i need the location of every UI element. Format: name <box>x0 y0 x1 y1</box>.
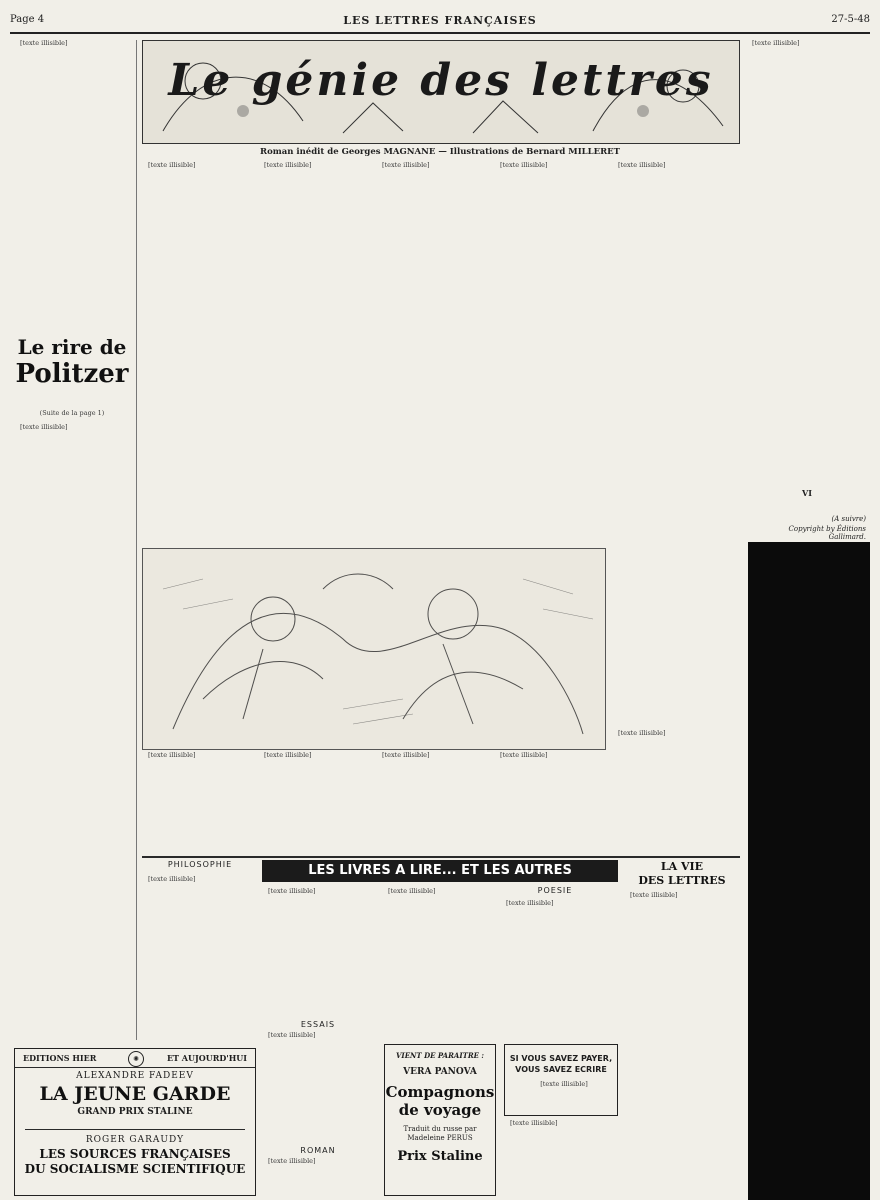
text-block: [texte illisible] <box>264 162 312 169</box>
politzer-article-text <box>14 424 130 984</box>
panova-title-line2: de voyage <box>398 1101 482 1119</box>
politzer-subtitle: (Suite de la page 1) <box>39 410 105 417</box>
review-col-2 <box>262 888 374 1016</box>
ad-title-2 <box>15 1147 255 1177</box>
panova-prize: Prix Staline <box>397 1149 483 1164</box>
review-col-1 <box>142 876 254 1016</box>
feature-text-col-1 <box>142 162 250 542</box>
savez-ad <box>504 1044 618 1116</box>
text-block: [texte illisible] <box>500 162 548 169</box>
panova-author: VERA PANOVA <box>403 1067 477 1077</box>
text-block: [texte illisible] <box>148 162 196 169</box>
feature-text-col-5 <box>612 162 738 722</box>
feature-text-col-3 <box>376 162 486 542</box>
ad-divider <box>15 1067 255 1068</box>
poesie-heading: POESIE <box>537 886 573 895</box>
text-block: [texte illisible] <box>268 1032 316 1039</box>
feature-text-col-8 <box>258 752 368 852</box>
edition-ad-right: ET AUJOURD'HUI <box>166 1053 247 1063</box>
text-block: [texte illisible] <box>382 162 430 169</box>
savez-text <box>511 1081 611 1111</box>
issue-date: 27-5-48 <box>831 14 870 25</box>
feature-text-col-4 <box>494 162 604 542</box>
politzer-title-line1: Le rire de <box>17 335 127 359</box>
chapter-number: VI <box>802 488 812 498</box>
ad-author-1: ALEXANDRE FADEEV <box>76 1071 194 1081</box>
savez-title-line1: SI VOUS SAVEZ PAYER, <box>509 1054 613 1063</box>
feature-banner <box>142 40 740 144</box>
text-block: [texte illisible] <box>540 1081 588 1088</box>
masthead: LES LETTRES FRANÇAISES <box>343 14 537 27</box>
vie-des-lettres-heading <box>624 860 740 888</box>
text-block: [texte illisible] <box>382 752 430 759</box>
left-column-text <box>14 40 130 330</box>
redacted-block <box>748 542 870 1200</box>
ad-divider <box>25 1129 245 1130</box>
text-block: [texte illisible] <box>510 1120 558 1127</box>
review-col-5 <box>504 1120 616 1194</box>
text-block: [texte illisible] <box>500 752 548 759</box>
ink-drawing <box>143 549 605 749</box>
ad-author-2: ROGER GARAUDY <box>85 1135 185 1145</box>
feature-banner-title: Le génie des lettres <box>168 55 714 106</box>
roman-text <box>262 1158 374 1194</box>
panova-ad <box>384 1044 496 1196</box>
vie-des-lettres-text <box>624 892 738 1192</box>
feature-text-col-10 <box>494 752 604 852</box>
text-block: [texte illisible] <box>388 888 436 895</box>
essais-text <box>262 1032 374 1142</box>
politzer-title-line2: Politzer <box>15 359 129 389</box>
text-block: [texte illisible] <box>148 752 196 759</box>
essais-heading: ESSAIS <box>300 1020 336 1029</box>
roman-heading: ROMAN <box>300 1146 336 1155</box>
page-header <box>10 8 870 34</box>
review-col-3 <box>382 888 494 1016</box>
column-divider <box>136 40 137 1040</box>
text-block: [texte illisible] <box>268 888 316 895</box>
panova-tagline: VIENT DE PARAITRE : <box>395 1051 485 1060</box>
feature-illustration <box>142 548 606 750</box>
page-number: Page 4 <box>10 14 45 25</box>
review-col-4 <box>500 900 612 1016</box>
vie-title-line1: LA VIE <box>660 860 704 873</box>
panova-title <box>385 1083 495 1119</box>
text-block: [texte illisible] <box>752 40 800 47</box>
edition-ad <box>14 1048 256 1196</box>
panova-title-line1: Compagnons <box>385 1083 495 1101</box>
edition-ad-left: EDITIONS HIER <box>23 1053 97 1063</box>
livres-banner: LES LIVRES A LIRE... ET LES AUTRES <box>262 860 618 882</box>
text-block: [texte illisible] <box>506 900 554 907</box>
feature-text-col-9 <box>376 752 486 852</box>
text-block: [texte illisible] <box>20 40 68 47</box>
feature-caption: Roman inédit de Georges MAGNANE — Illustrations de Bernard MILLERET <box>260 147 620 157</box>
text-block: [texte illisible] <box>618 730 666 737</box>
ad-title-1: LA JEUNE GARDE <box>39 1083 231 1105</box>
savez-title-line2: VOUS SAVEZ ECRIRE <box>515 1065 607 1074</box>
feature-text-col-11 <box>612 730 738 852</box>
text-block: [texte illisible] <box>148 876 196 883</box>
text-block: [texte illisible] <box>630 892 678 899</box>
copyright-line: Copyright by Éditions Gallimard. <box>788 525 866 541</box>
ad-title-2-line2: DU SOCIALISME SCIENTIFIQUE <box>24 1162 246 1176</box>
publisher-logo-icon: ✺ <box>128 1051 144 1067</box>
feature-text-col-6 <box>746 40 868 480</box>
ad-prize-1: GRAND PRIX STALINE <box>77 1107 193 1117</box>
text-block: [texte illisible] <box>20 424 68 431</box>
to-be-continued: (A suivre) <box>831 515 866 523</box>
text-block: [texte illisible] <box>264 752 312 759</box>
philosophie-heading: PHILOSOPHIE <box>167 860 233 869</box>
feature-text-col-7 <box>142 752 250 852</box>
savez-title <box>505 1053 617 1075</box>
text-block: [texte illisible] <box>618 162 666 169</box>
vie-title-line2: DES LETTRES <box>638 874 726 887</box>
text-block: [texte illisible] <box>268 1158 316 1165</box>
ad-title-2-line1: LES SOURCES FRANÇAISES <box>39 1147 231 1161</box>
politzer-headline <box>14 335 130 405</box>
section-divider <box>142 856 740 858</box>
panova-translator: Traduit du russe par Madeleine PERUS <box>403 1125 477 1142</box>
feature-text-col-2 <box>258 162 368 542</box>
